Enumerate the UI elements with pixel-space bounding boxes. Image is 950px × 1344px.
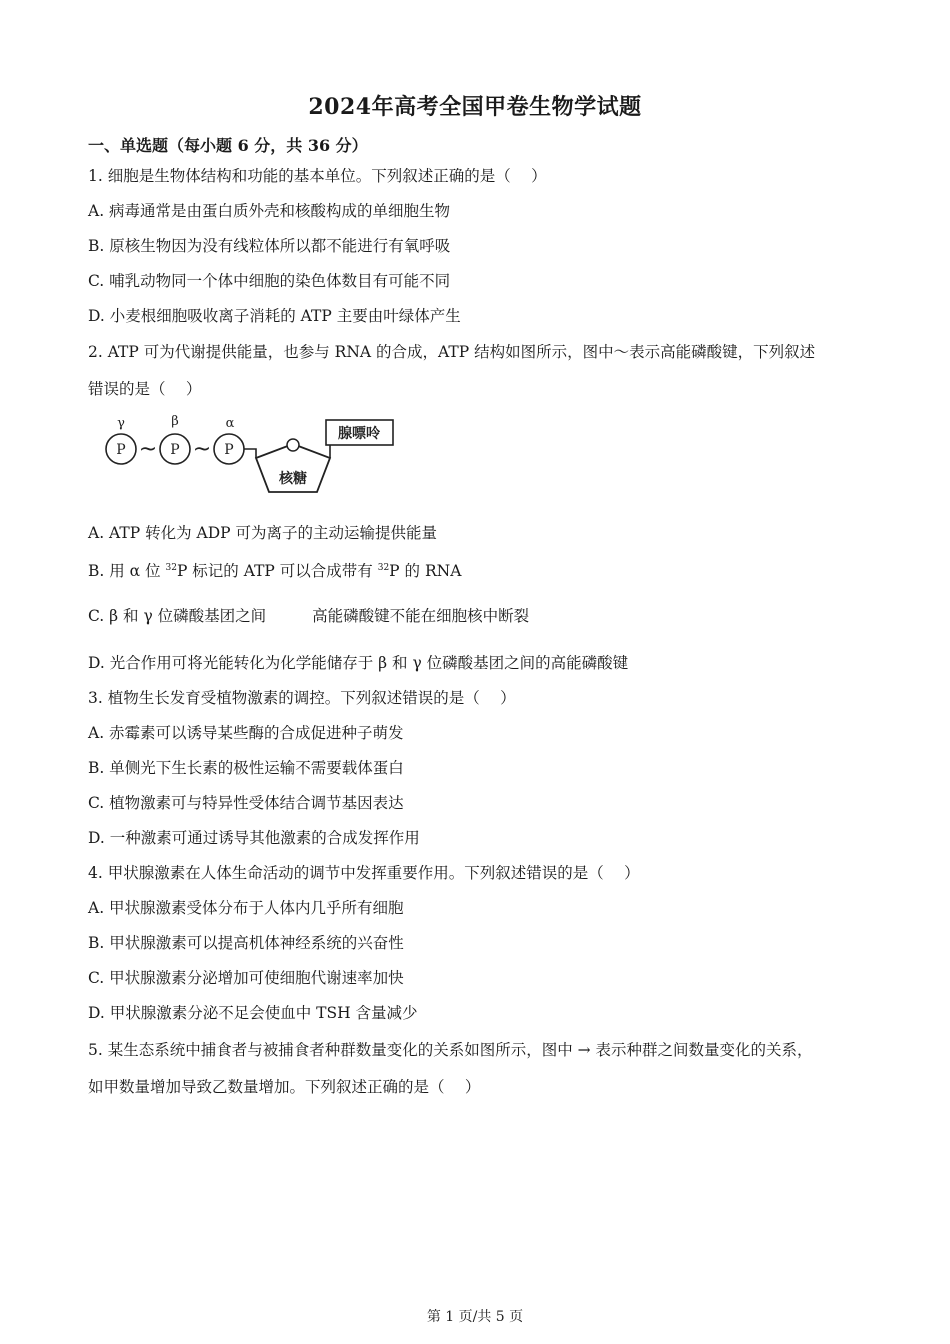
q2-option-a: A. ATP 转化为 ADP 可为离子的主动运输提供能量 xyxy=(88,524,437,542)
q3-option-a: A. 赤霉素可以诱导某些酶的合成促进种子萌发 xyxy=(88,724,404,742)
q1-option-d: D. 小麦根细胞吸收离子消耗的 ATP 主要由叶绿体产生 xyxy=(88,307,461,325)
ribose-label: 核糖 xyxy=(279,471,307,487)
q3-option-d: D. 一种激素可通过诱导其他激素的合成发挥作用 xyxy=(88,829,420,847)
q1-stem: 1. 细胞是生物体结构和功能的基本单位。下列叙述正确的是（ ） xyxy=(88,167,547,185)
q4-option-d: D. 甲状腺激素分泌不足会使血中 TSH 含量减少 xyxy=(88,1004,418,1022)
q5-stem-line2: 如甲数量增加导致乙数量增加。下列叙述正确的是（ ） xyxy=(88,1078,481,1096)
q3-stem: 3. 植物生长发育受植物激素的调控。下列叙述错误的是（ ） xyxy=(88,689,516,707)
ring-oxygen-circle xyxy=(287,439,299,451)
phosphate-gamma-label: P xyxy=(116,442,126,458)
q1-option-b: B. 原核生物因为没有线粒体所以都不能进行有氧呼吸 xyxy=(88,237,451,255)
q2-option-d: D. 光合作用可将光能转化为化学能储存于 β 和 γ 位磷酸基团之间的高能磷酸键 xyxy=(88,654,629,672)
q4-option-c: C. 甲状腺激素分泌增加可使细胞代谢速率加快 xyxy=(88,969,404,987)
q3-option-b: B. 单侧光下生长素的极性运输不需要载体蛋白 xyxy=(88,759,404,777)
phosphate-alpha-label: P xyxy=(224,442,234,458)
page-footer: 第 1 页/共 5 页 xyxy=(426,1309,524,1325)
high-energy-bond-1: ~ xyxy=(138,437,158,462)
q1-option-c: C. 哺乳动物同一个体中细胞的染色体数目有可能不同 xyxy=(88,272,451,290)
beta-label: β xyxy=(171,414,179,429)
q2-stem-line1: 2. ATP 可为代谢提供能量，也参与 RNA 的合成，ATP 结构如图所示，图中～表示高能磷酸键，下列叙述 xyxy=(88,343,816,361)
q4-option-b: B. 甲状腺激素可以提高机体神经系统的兴奋性 xyxy=(88,934,404,952)
exam-title: 2024年高考全国甲卷生物学试题 xyxy=(308,94,642,120)
phosphate-beta-label: P xyxy=(170,442,180,458)
q4-option-a: A. 甲状腺激素受体分布于人体内几乎所有细胞 xyxy=(88,899,404,917)
q2-option-c: C. β 和 γ 位磷酸基团之间 高能磷酸键不能在细胞核中断裂 xyxy=(88,607,530,625)
alpha-label: α xyxy=(225,416,235,431)
adenine-label: 腺嘌呤 xyxy=(338,426,380,442)
isotope-mass-number: 32 xyxy=(377,563,390,573)
q4-stem: 4. 甲状腺激素在人体生命活动的调节中发挥重要作用。下列叙述错误的是（ ） xyxy=(88,864,640,882)
gamma-label: γ xyxy=(117,416,125,431)
section-heading: 一、单选题（每小题 6 分，共 36 分） xyxy=(88,136,368,155)
atp-structure-figure xyxy=(98,412,398,498)
q2-option-b: B. 用 α 位 $^{32}$P 标记的 ATP 可以合成带有 $^{32}$P 的 RNA xyxy=(88,562,462,580)
q3-option-c: C. 植物激素可与特异性受体结合调节基因表达 xyxy=(88,794,404,812)
isotope-mass-number: 32 xyxy=(165,563,177,573)
q2-stem-line2: 错误的是（ ） xyxy=(88,380,202,398)
q1-option-a: A. 病毒通常是由蛋白质外壳和核酸构成的单细胞生物 xyxy=(88,202,451,220)
phosphate-sugar-link xyxy=(244,449,256,458)
q5-stem-line1: 5. 某生态系统中捕食者与被捕食者种群数量变化的关系如图所示，图中 → 表示种群之间数量变化的关系， xyxy=(88,1041,813,1059)
high-energy-bond-2: ~ xyxy=(192,437,212,462)
